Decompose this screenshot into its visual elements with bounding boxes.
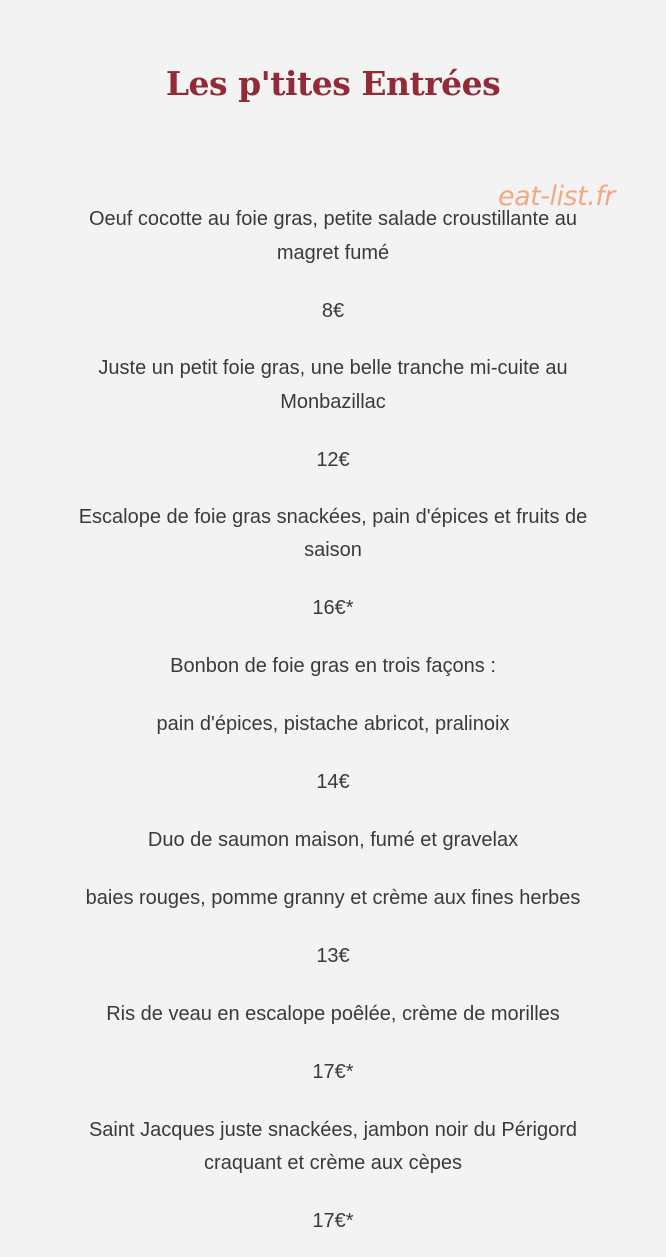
menu-item-detail: pain d'épices, pistache abricot, pralinoix [156, 713, 510, 735]
menu-item-description: Bonbon de foie gras en trois façons : [170, 655, 496, 677]
menu-item-price: 16€* [312, 597, 354, 619]
menu-item-description: craquant et crème aux cèpes [204, 1152, 462, 1174]
menu-item-price: 17€* [312, 1210, 354, 1232]
menu-item-price: 14€ [316, 771, 350, 793]
menu-item-description: Saint Jacques juste snackées, jambon noir du Périgord [88, 1119, 578, 1141]
menu-item-detail: baies rouges, pomme granny et crème aux fines herbes [85, 887, 581, 909]
menu-item-description: saison [304, 539, 362, 561]
menu-item-description: Ris de veau en escalope poêlée, crème de morilles [106, 1003, 560, 1025]
watermark: eat-list.fr [498, 181, 615, 212]
menu-item-price: 17€* [312, 1061, 354, 1083]
menu-item-description: Juste un petit foie gras, une belle tranche mi-cuite au [98, 357, 568, 379]
menu-item-price: 12€ [316, 449, 350, 471]
menu-item-description: Duo de saumon maison, fumé et gravelax [147, 829, 519, 851]
menu-item-description: Monbazillac [280, 391, 386, 413]
menu-item-description: Escalope de foie gras snackées, pain d'épices et fruits de [78, 506, 588, 528]
menu-item-description: Oeuf cocotte au foie gras, petite salade croustillante au [88, 208, 578, 230]
section-title: Les p'tites Entrées [165, 64, 501, 103]
menu-item-description: magret fumé [276, 242, 390, 264]
menu-item-price: 13€ [316, 945, 350, 967]
menu-item-price: 8€ [321, 300, 345, 322]
